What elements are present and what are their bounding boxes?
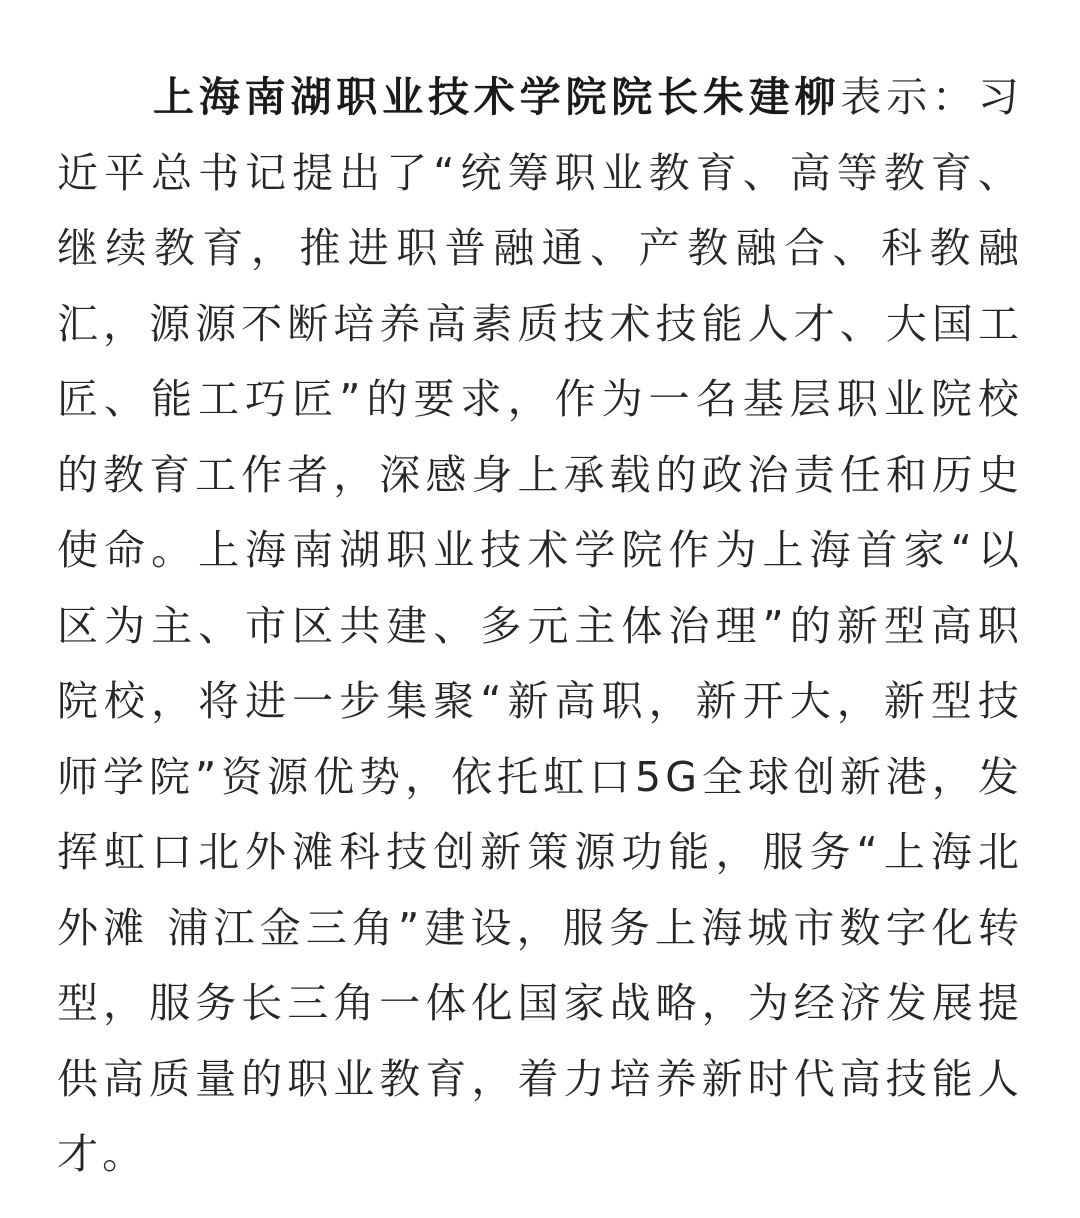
intro-verb: 表示： xyxy=(840,73,978,121)
article-body: 习近平总书记提出了“统筹职业教育、高等教育、继续教育，推进职普融通、产教融合、科教融汇，源源不断培养高素质技术技能人才、大国工匠、能工巧匠”的要求，作为一名基层职业院校的教育工作者，深感身上承载的政治责任和历史使命。上海南湖职业技术学院作为上海首家“以区为主、市区共建、多元主体治理”的新型高职院校，将进一步集聚“新高职，新开大，新型技师学院”资源优势，依托虹口5G全球创新港，发挥虹口北外滩科技创新策源功能，服务“上海北外滩 浦江金三角”建设，服务上海城市数字化转型，服务长三角一体化国家战略，为经济发展提供高质量的职业教育，着力培养新时代高技能人才。 xyxy=(57,73,1023,1178)
article-paragraph xyxy=(57,60,1023,1193)
speaker-name: 上海南湖职业技术学院院长朱建柳 xyxy=(153,73,841,121)
